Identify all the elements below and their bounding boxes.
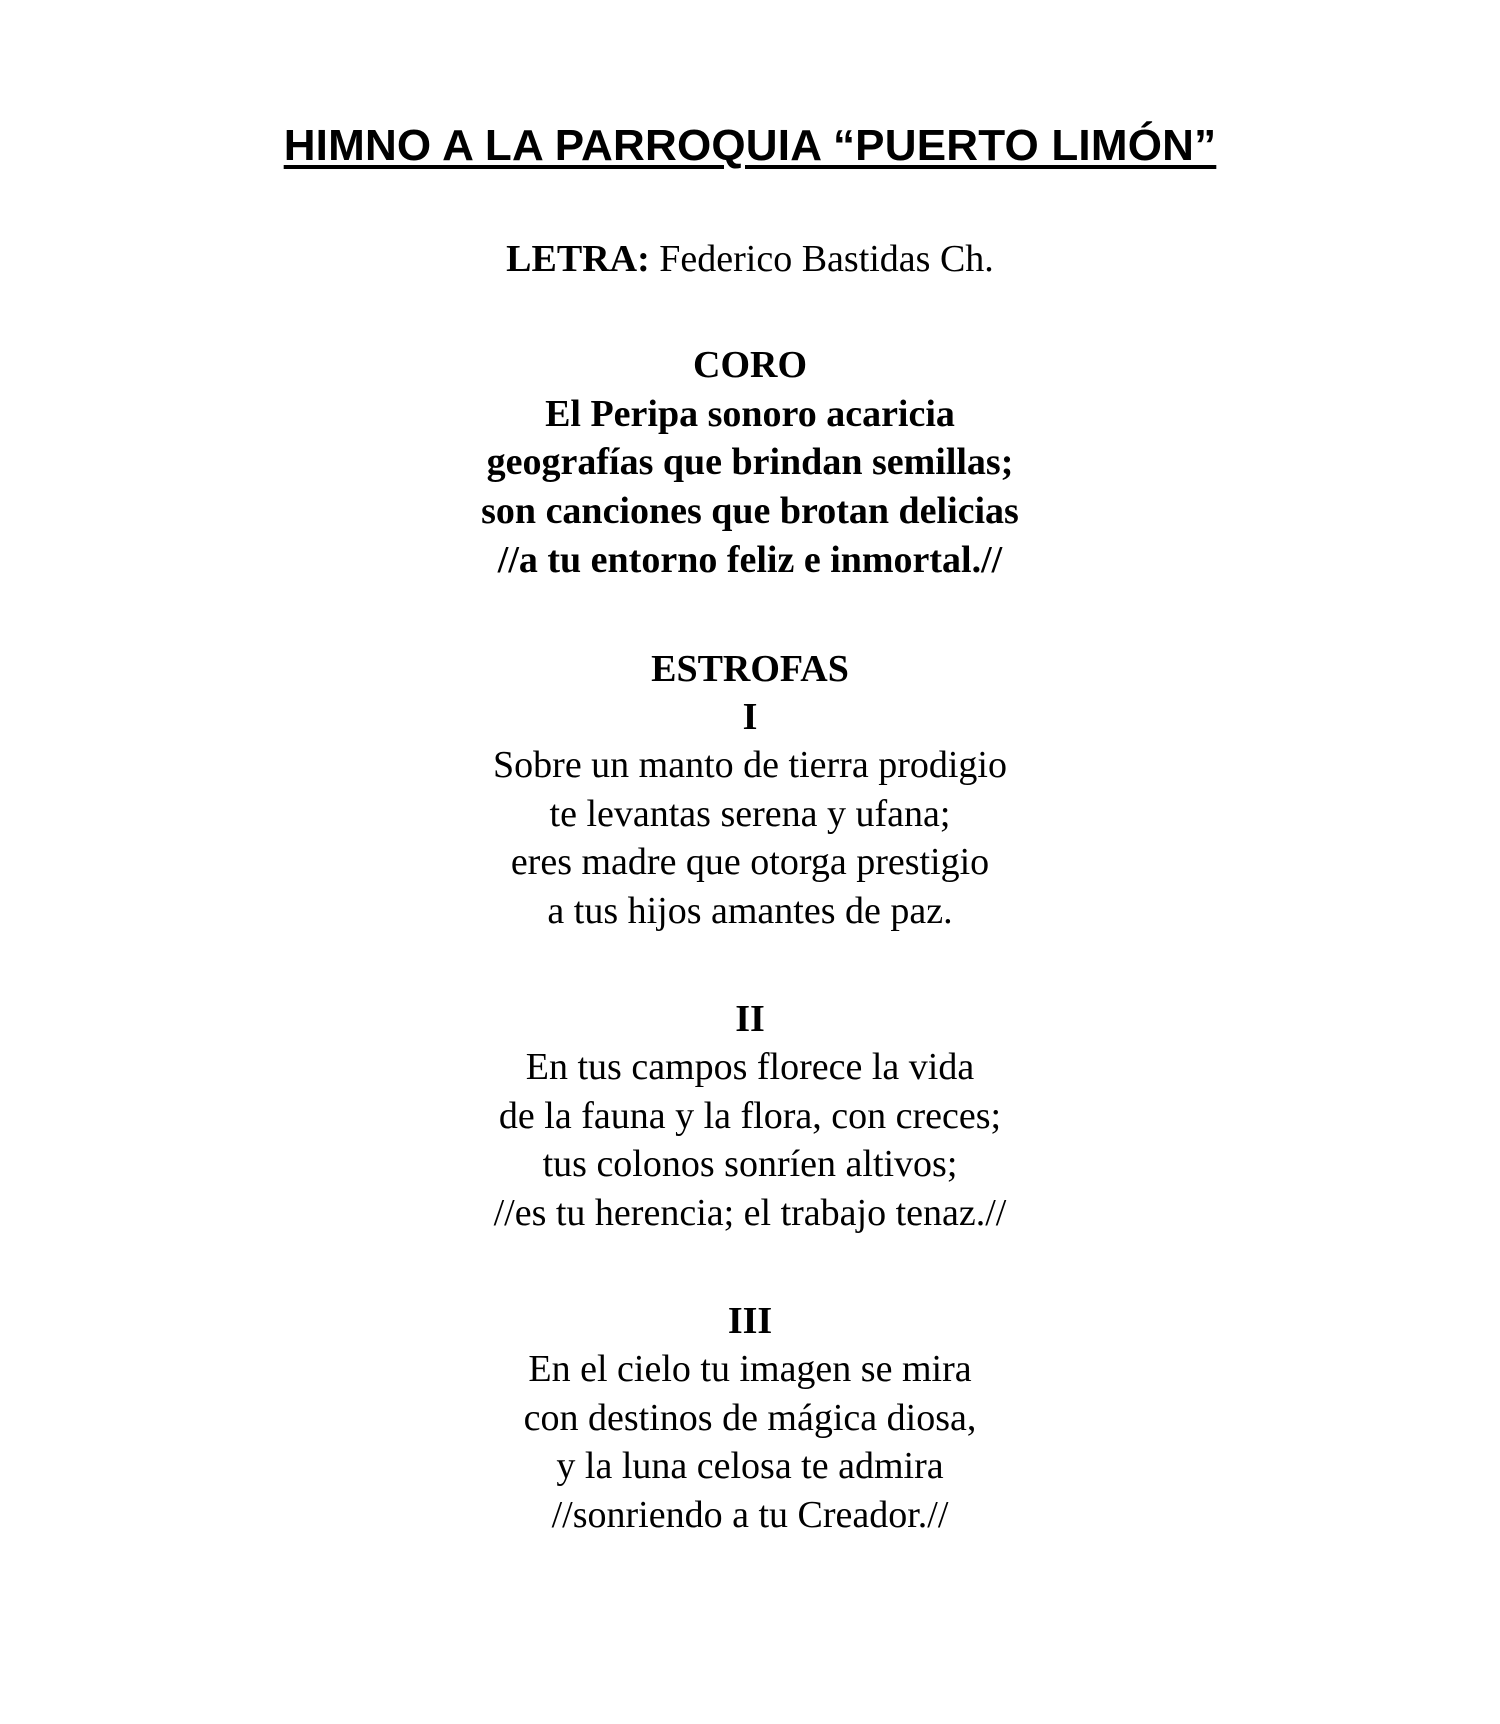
coro-heading: CORO (693, 344, 807, 387)
verse-line: tus colonos sonríen altivos; (542, 1143, 958, 1186)
verse-line: a tus hijos amantes de paz. (547, 890, 953, 933)
coro-line: geografías que brindan semillas; (486, 441, 1014, 484)
coro-line: //a tu entorno feliz e inmortal.// (497, 538, 1003, 581)
coro-line: El Peripa sonoro acaricia (545, 392, 955, 435)
verse-line: con destinos de mágica diosa, (523, 1396, 977, 1439)
estrofas-section (150, 646, 1350, 1540)
coro-section (150, 342, 1350, 584)
stanza-numeral: I (742, 695, 758, 738)
coro-line: son canciones que brotan delicias (481, 489, 1019, 532)
stanza-3 (150, 1298, 1350, 1540)
verse-line: En tus campos florece la vida (525, 1046, 975, 1089)
stanza-numeral: II (735, 997, 765, 1040)
author-name: Federico Bastidas Ch. (659, 237, 994, 280)
stanza-1 (150, 694, 1350, 936)
verse-line: //sonriendo a tu Creador.// (551, 1494, 949, 1537)
verse-line: En el cielo tu imagen se mira (528, 1348, 972, 1391)
stanza-numeral: III (727, 1299, 773, 1342)
author-label: LETRA: (506, 237, 650, 280)
author-line (150, 235, 1350, 284)
verse-line: de la fauna y la flora, con creces; (498, 1094, 1002, 1137)
estrofas-heading: ESTROFAS (651, 648, 849, 691)
verse-line: //es tu herencia; el trabajo tenaz.// (493, 1192, 1007, 1235)
page-title: HIMNO A LA PARROQUIA “PUERTO LIMÓN” (283, 121, 1217, 170)
verse-line: y la luna celosa te admira (556, 1445, 944, 1488)
verse-line: te levantas serena y ufana; (549, 792, 951, 835)
stanza-2 (150, 996, 1350, 1238)
verse-line: Sobre un manto de tierra prodigio (493, 744, 1007, 787)
verse-line: eres madre que otorga prestigio (510, 841, 990, 884)
